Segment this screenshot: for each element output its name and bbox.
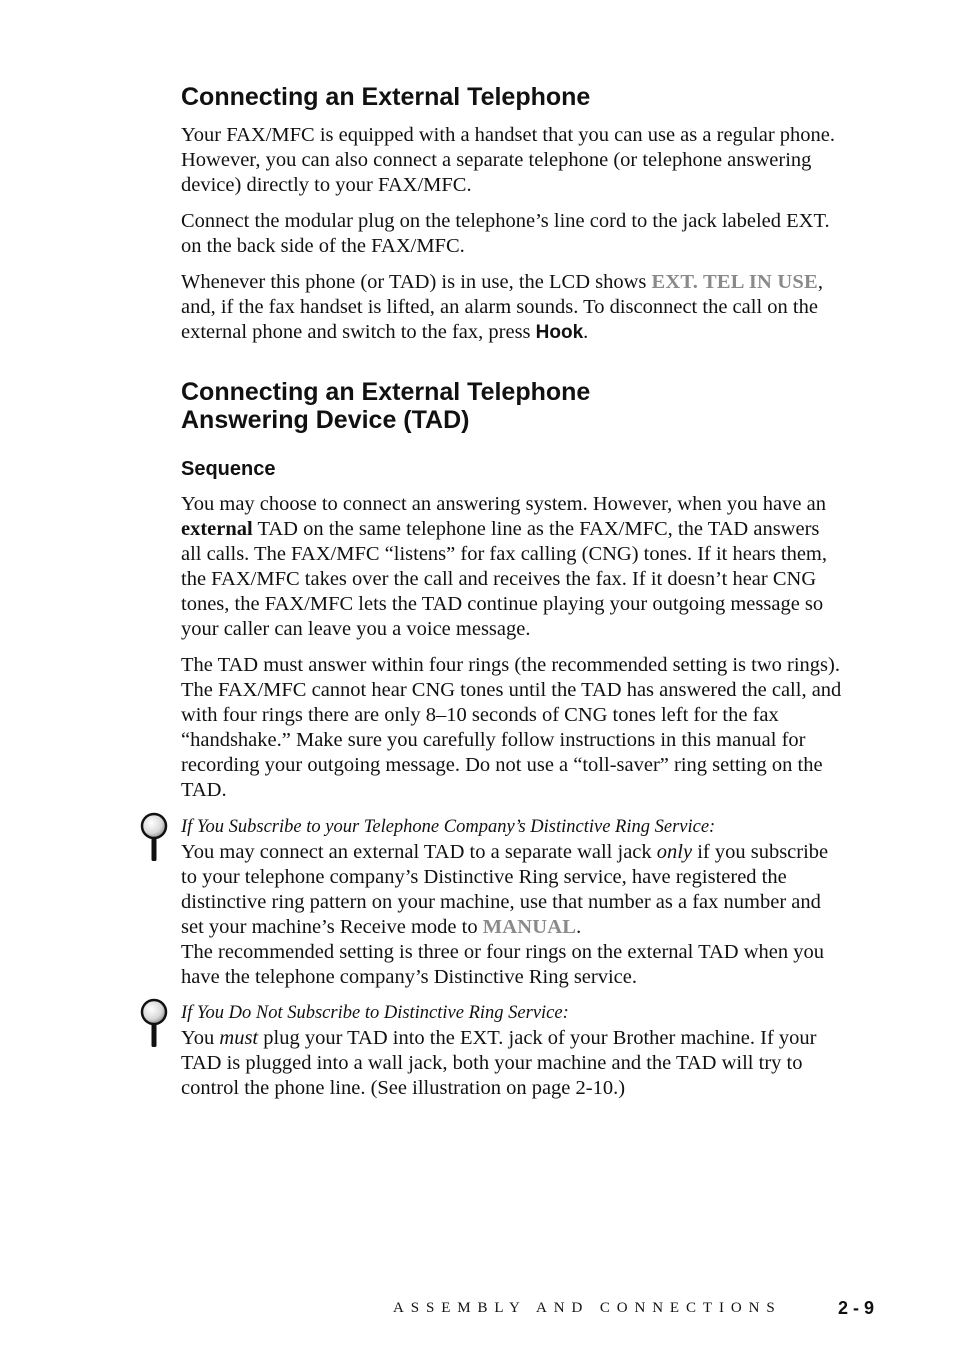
note-distinctive-ring-subscriber [181, 815, 877, 990]
text-line: TAD. [181, 779, 227, 801]
paragraph-modular-plug [181, 209, 877, 259]
text-line: Connect the modular plug on the telephone’s line cord to the jack labeled EXT. [181, 210, 830, 232]
text-line: your caller can leave you a voice message. [181, 618, 531, 640]
paragraph-four-rings [181, 653, 877, 803]
text-line: The TAD must answer within four rings (the recommended setting is two rings). [181, 654, 840, 676]
text-line: recording your outgoing message. Do not use a “toll-saver” ring setting on the [181, 754, 823, 776]
text-line: all calls. The FAX/MFC “listens” for fax calling (CNG) tones. If it hears them, [181, 543, 827, 565]
lcd-message: MANUAL [482, 916, 577, 938]
text-run: . [576, 916, 582, 938]
subheading-sequence: Sequence [181, 458, 276, 480]
text-line: The recommended setting is three or four rings on the external TAD when you [181, 941, 824, 963]
lcd-message: EXT. TEL IN USE [651, 271, 818, 293]
text-line: with four rings there are only 8–10 seconds of CNG tones left for the fax [181, 704, 779, 726]
text-run: plug your TAD into the EXT. jack of your Brother machine. If your [258, 1027, 817, 1049]
page-number: 2 - 9 [838, 1298, 875, 1318]
text-line: However, you can also connect a separate telephone (or telephone answering [181, 149, 812, 171]
text-run: set your machine’s Receive mode to [181, 916, 483, 938]
magnifier-note-icon [140, 812, 170, 862]
note-title: If You Do Not Subscribe to Distinctive Ring Service: [181, 1003, 569, 1023]
text-run: You [181, 1027, 220, 1049]
heading-line: Connecting an External Telephone [181, 378, 591, 406]
text-run: You may connect an external TAD to a separate wall jack [181, 841, 657, 863]
text-run: . [583, 321, 589, 343]
paragraph-lcd-shows [181, 270, 877, 345]
text-line: tones, the FAX/MFC lets the TAD continue playing your outgoing message so [181, 593, 824, 615]
text-line: to your telephone company’s Distinctive Ring service, have registered the [181, 866, 787, 888]
emphasis-must: must [219, 1027, 259, 1049]
text-run: external phone and switch to the fax, press [181, 321, 536, 343]
text-line: control the phone line. (See illustration on page 2-10.) [181, 1077, 626, 1099]
text-line: the FAX/MFC takes over the call and receives the fax. If it doesn’t hear CNG [181, 568, 817, 590]
emphasis-only: only [656, 841, 693, 863]
paragraph-handset-intro [181, 123, 877, 198]
text-line: The FAX/MFC cannot hear CNG tones until the TAD has answered the call, and [181, 679, 842, 701]
text-line [181, 320, 877, 345]
text-line: You may choose to connect an answering system. However, when you have an [181, 493, 826, 515]
note-title: If You Subscribe to your Telephone Company’s Distinctive Ring Service: [181, 817, 716, 837]
text-line [181, 270, 877, 295]
text-run: , [817, 271, 823, 293]
text-line [181, 840, 877, 865]
paragraph-answering-system [181, 492, 877, 642]
text-line: and, if the fax handset is lifted, an alarm sounds. To disconnect the call on the [181, 296, 818, 318]
text-line: on the back side of the FAX/MFC. [181, 235, 465, 257]
note-no-distinctive-ring [181, 1001, 877, 1101]
text-line: device) directly to your FAX/MFC. [181, 174, 472, 196]
emphasis-external: external [181, 518, 253, 540]
text-line [181, 915, 877, 940]
footer-chapter-title: ASSEMBLY AND CONNECTIONS [393, 1300, 782, 1316]
text-line: Your FAX/MFC is equipped with a handset that you can use as a regular phone. [181, 124, 836, 146]
text-line [181, 517, 877, 542]
text-line: “handshake.” Make sure you carefully follow instructions in this manual for [181, 729, 806, 751]
heading-line: Answering Device (TAD) [181, 406, 470, 434]
text-line [181, 1026, 877, 1051]
hook-key-label: Hook [535, 322, 584, 343]
section-heading-tad [181, 378, 590, 434]
text-line: TAD is plugged into a wall jack, both your machine and the TAD will try to [181, 1052, 803, 1074]
text-run: if you subscribe [692, 841, 829, 863]
section-heading-external-telephone: Connecting an External Telephone [181, 83, 591, 111]
text-run: TAD on the same telephone line as the FAX/MFC, the TAD answers [252, 518, 820, 540]
magnifier-note-icon [140, 998, 170, 1048]
text-run: Whenever this phone (or TAD) is in use, the LCD shows [181, 271, 652, 293]
text-line: distinctive ring pattern on your machine, use that number as a fax number and [181, 891, 821, 913]
text-line: have the telephone company’s Distinctive Ring service. [181, 966, 637, 988]
